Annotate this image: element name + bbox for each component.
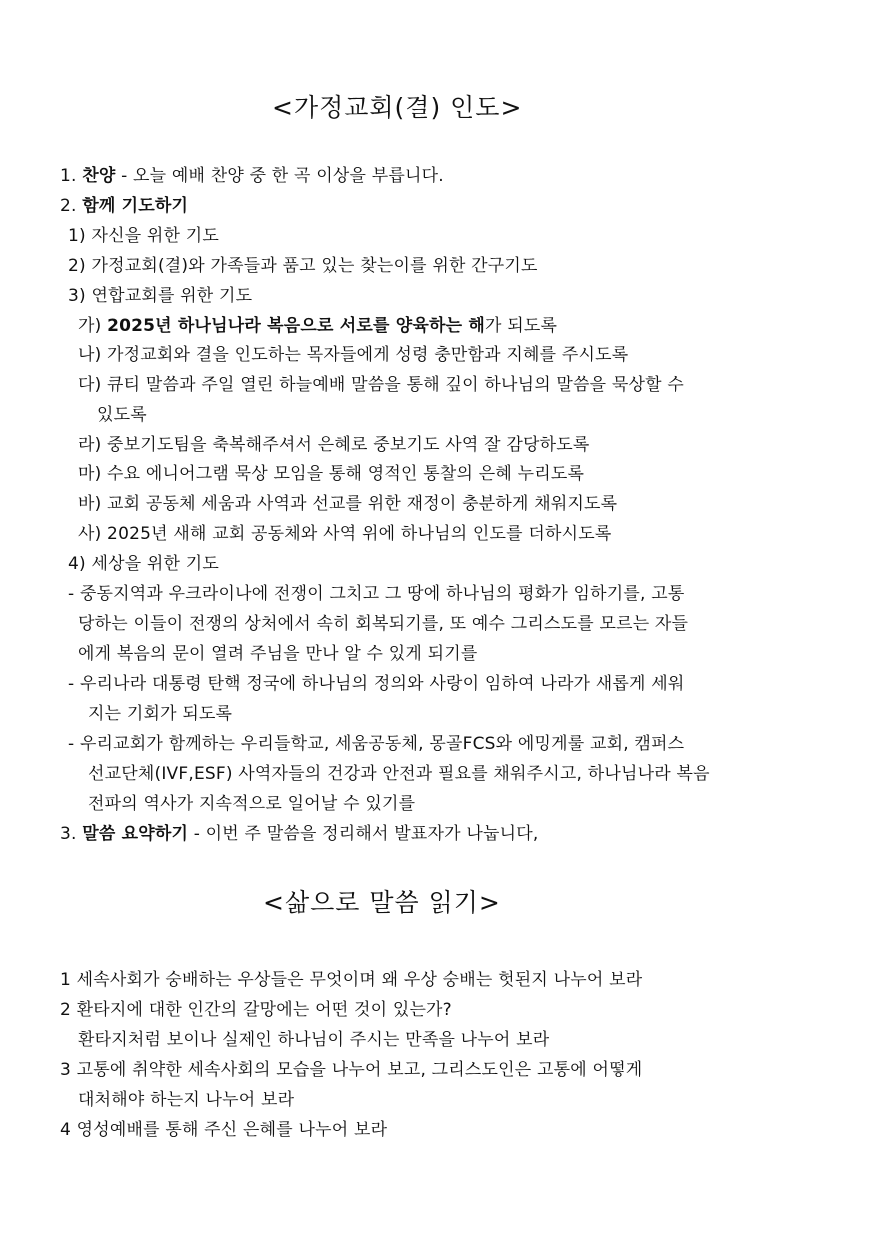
question-line: 2 환타지에 대한 인간의 갈망에는 어떤 것이 있는가? <box>60 1000 452 1020</box>
world-prayer-line: 선교단체(IVF,ESF) 사역자들의 건강과 안전과 필요를 채워주시고, 하나님나라 복음 <box>88 764 710 784</box>
sub-item: 3) 연합교회를 위한 기도 <box>68 286 253 306</box>
section-title-reading: <삶으로 말씀 읽기> <box>263 888 501 917</box>
question-line: 3 고통에 취약한 세속사회의 모습을 나누어 보고, 그리스도인은 고통에 어떻게 <box>60 1060 643 1080</box>
sub-item: 2) 가정교회(결)와 가족들과 품고 있는 찾는이를 위한 간구기도 <box>68 256 538 276</box>
item-text: - 이번 주 말씀을 정리해서 발표자가 나눕니다, <box>188 824 539 844</box>
world-prayer-line: - 우리교회가 함께하는 우리들학교, 세움공동체, 몽골FCS와 에밍게룰 교회, 캠퍼스 <box>68 734 685 754</box>
world-prayer-line: 당하는 이들이 전쟁의 상처에서 속히 회복되기를, 또 예수 그리스도를 모르는 자들 <box>78 614 689 634</box>
prayer-point: 바) 교회 공동체 세움과 사역과 선교를 위한 재정이 충분하게 채워지도록 <box>78 494 618 514</box>
item-label: 찬양 <box>82 166 116 186</box>
item-label: 말씀 요약하기 <box>82 824 189 844</box>
item-number: 1. <box>60 166 77 186</box>
prayer-suffix: 가 되도록 <box>484 316 558 336</box>
world-prayer-line: - 중동지역과 우크라이나에 전쟁이 그치고 그 땅에 하나님의 평화가 임하기를, 고통 <box>68 584 685 604</box>
question-line: 1 세속사회가 숭배하는 우상들은 무엇이며 왜 우상 숭배는 헛된지 나누어 보라 <box>60 970 643 990</box>
item-number: 2. <box>60 196 77 216</box>
question-line: 4 영성예배를 통해 주신 은혜를 나누어 보라 <box>60 1120 388 1140</box>
item-praise <box>60 164 444 188</box>
sub-item: 4) 세상을 위한 기도 <box>68 554 220 574</box>
item-number: 3. <box>60 824 77 844</box>
question-line-continued: 환타지처럼 보이나 실제인 하나님이 주시는 만족을 나누어 보라 <box>78 1030 550 1050</box>
prayer-point-continued: 있도록 <box>97 405 147 425</box>
prayer-point: 나) 가정교회와 결을 인도하는 목자들에게 성령 충만함과 지혜를 주시도록 <box>78 345 629 365</box>
prayer-point-ga <box>78 314 557 338</box>
item-label: 함께 기도하기 <box>82 196 189 216</box>
item-prayer <box>60 194 188 218</box>
world-prayer-line: 에게 복음의 문이 열려 주님을 만나 알 수 있게 되기를 <box>78 644 478 664</box>
item-summary <box>60 822 538 846</box>
prayer-point: 라) 중보기도팀을 축복해주셔서 은혜로 중보기도 사역 잘 감당하도록 <box>78 435 590 455</box>
section-title-guide: <가정교회(결) 인도> <box>272 93 523 122</box>
item-text: - 오늘 예배 찬양 중 한 곡 이상을 부릅니다. <box>115 166 444 186</box>
world-prayer-line: - 우리나라 대통령 탄핵 정국에 하나님의 정의와 사랑이 임하여 나라가 새롭게 세워 <box>68 674 685 694</box>
world-prayer-line: 전파의 역사가 지속적으로 일어날 수 있기를 <box>88 794 416 814</box>
sub-item: 1) 자신을 위한 기도 <box>68 226 220 246</box>
prayer-prefix: 가) <box>78 316 108 336</box>
prayer-point: 다) 큐티 말씀과 주일 열린 하늘예배 말씀을 통해 깊이 하나님의 말씀을 묵상할 수 <box>78 375 684 395</box>
prayer-point: 마) 수요 에니어그램 묵상 모임을 통해 영적인 통찰의 은혜 누리도록 <box>78 464 585 484</box>
question-line-continued: 대처해야 하는지 나누어 보라 <box>78 1090 295 1110</box>
prayer-bold: 2025년 하나님나라 복음으로 서로를 양육하는 해 <box>107 316 485 336</box>
world-prayer-line: 지는 기회가 되도록 <box>88 704 233 724</box>
prayer-point: 사) 2025년 새해 교회 공동체와 사역 위에 하나님의 인도를 더하시도록 <box>78 524 612 544</box>
